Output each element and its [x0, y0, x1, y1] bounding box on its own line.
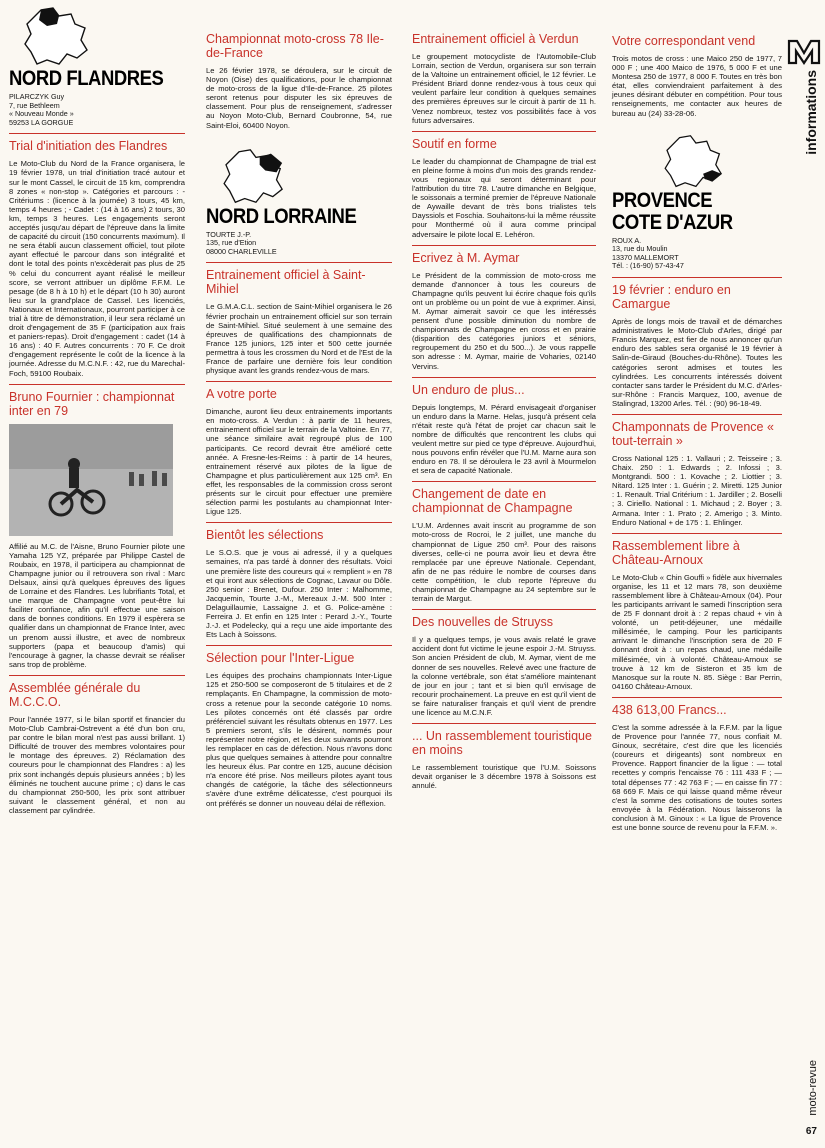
magazine-footer: moto-revue — [807, 1060, 819, 1116]
divider — [612, 414, 782, 415]
divider — [412, 377, 596, 378]
correspondent-address — [206, 231, 392, 257]
divider — [206, 522, 392, 523]
column-4 — [612, 0, 782, 836]
article-heading: Rassemblement libre à Château-Arnoux — [612, 538, 740, 567]
article-body: Depuis longtemps, M. Pérard envisageait d'organiser un enduro dans la Marne. Helas, jusqu'à présent cela n'était reste qu'à l'état de projet car chacun sait le nombre de difficultés que rencontrent les clubs qui veulent mettre sur pied ce type d'épreuve. Aujourd'hui, nous pouvons enfin révéler que l'U.M. Marne aura son enduro en 78. Il se déroulera le 23 avril à Mourmelon et sera de capacité Nationale. — [412, 402, 596, 476]
divider — [9, 384, 185, 385]
article-heading: Trial d'initiation des Flandres — [9, 139, 168, 154]
article-heading: Changement de date en championnat de Champagne — [412, 487, 573, 516]
region-title: COTE D'AZUR — [612, 210, 733, 234]
article-body: Le groupement motocycliste de l'Automobile-Club Lorrain, section de Verdun, organisera sur son terrain de la Valtoine un entrainement officiel, le 12 février. Le Président Briard donne rendez-vous à tous ceux qui veulent parfaire leur condition à quelques semaines des premières épreuves sur le circuit à partir de 11 h. Venez nombreux, testez vos possibilités face à vos futurs adversaires. — [412, 52, 596, 125]
region-map-nord-flandres — [23, 6, 93, 68]
column-1 — [9, 0, 185, 819]
article-body: Le 26 février 1978, se déroulera, sur le circuit de Noyon (Oise) des qualifications, pour le championnat de moto-cross de la ligue d'Ile-de-France. 25 pilotes seront retenus pour disputer les six épreuves de classement. Pour plus de renseignement, s'adresser au Noyon Moto-Club, Bernard Coubronne, 54, rue Saint-Eloi, 60400 Noyon. — [206, 66, 392, 130]
region-title: NORD LORRAINE — [206, 204, 357, 228]
article-heading: Champonnats de Provence « tout-terrain » — [612, 419, 774, 448]
address-line: 135, rue d'Etion — [206, 238, 257, 248]
article-heading: 19 février : enduro en Camargue — [612, 283, 731, 312]
address-line: 13370 MALLEMORT — [612, 252, 679, 262]
divider — [412, 245, 596, 246]
region-title: PROVENCE — [612, 188, 713, 212]
article-body: Après de longs mois de travail et de démarches administratives le Moto-Club d'Arles, dirigé par Francis Marquez, est fier de nous annoncer qu'un enduro des sables sera organisé le 19 février à Salin-de-Giraud (Bouches-du-Rhône). Toutes les catégories seront admises et toutes les cylindrées. Les concurrents intéressés doivent contacter sans tarder le Président du M.C. d'Arles-sur-Rhône : Francis Marquez, 100, avenue de Stalingrad, 13200 Arles. Tél. : (90) 96-18-49. — [612, 317, 782, 408]
article-heading: ... Un rassemblement touristique en moins — [412, 729, 592, 758]
divider — [612, 697, 782, 698]
divider — [412, 609, 596, 610]
article-heading: Sélection pour l'Inter-Ligue — [206, 651, 355, 666]
address-line: « Nouveau Monde » — [9, 109, 74, 119]
address-line: 13, rue du Moulin — [612, 244, 668, 254]
divider — [412, 131, 596, 132]
page-number: 67 — [805, 1126, 817, 1137]
divider — [412, 481, 596, 482]
address-line: PILARCZYK Guy — [9, 92, 65, 101]
correspondent-address — [9, 93, 185, 127]
article-heading: Bruno Fournier : championnat inter en 79 — [9, 389, 175, 418]
article-body: Le rassemblement touristique que l'U.M. Soissons devait organiser le 3 décembre 1978 à Soissons est annulé. — [412, 763, 596, 791]
article-body: Affilié au M.C. de l'Aisne, Bruno Fournier pilote une Yamaha 125 YZ, préparée par Philippe Castel de Roubaix, en 1978, il participera au championnat de Champagne junior ou il retrouvera son rival : Marc Delsaux, ainsi qu'à quelques épreuves des ligues de Lorraine et des Flandres. Les lubrifiants Total, et une marque de Champagne vont peut-être lui faciliter confiance, afin qu'il effectue une saison dans de bonnes conditions. En 1979 il espèrera se qualifier dans un championnat de France Inter, avec un prenom aussi illustre, et avec de nombreux supporters (papa et beaucoup d'amis) qui l'encourage à gagner, la chasse devrait se réaliser sans trop de problème. — [9, 541, 185, 669]
motocross-photo — [9, 424, 173, 536]
article-heading: Un enduro de plus... — [412, 382, 525, 397]
article-heading: Entrainement officiel à Verdun — [412, 32, 579, 46]
divider — [206, 262, 392, 263]
address-line: ROUX A. — [612, 235, 642, 245]
region-title: NORD FLANDRES — [9, 67, 164, 90]
article-body: Dimanche, auront lieu deux entrainements importants en moto-cross. A Verdun : à partir de 11 heures, entrainement officiel sur le terrain de la Valtoine. En 77, une séance similaire avait regroupé plus de 100 participants. Ce record devrait être amélioré cette année. A Fresne-les-Reims : à partir de 14 heures, entrainement réservé aux pilotes de la ligue de Champagne et plus particulièrement aux 125 cm³. En effet, les responsables de la commission cross seront présents sur le circuit pour effectuer une première sélection parmi les postulants au championnat Inter-Ligue 125. — [206, 407, 392, 517]
divider — [612, 533, 782, 534]
address-line: 7, rue Bethleem — [9, 100, 60, 110]
address-line: Tél. : (16-90) 57-43-47 — [612, 261, 684, 271]
article-body: Pour l'année 1977, si le bilan sportif et financier du Moto-Club Cambrai-Ostrevent a été d'un bon cru, par contre le bilan moral n'est pas aussi brillant. 1) Difficulté de trouver des membres volontaires pour le montage des épreuves. 2) Réclamation des coureurs pour le championnat des Flandres : a) les prix sont inchangés depuis plusieurs années ; b) les éliminés ne touchent aucune prime ; c) dans le cas du championnat 250-500, les prix sont attribuer suivant le classement général, et non au classement par cylindrée. — [9, 714, 185, 815]
article-body: Le G.M.A.C.L. section de Saint-Mihiel organisera le 26 février prochain un entrainement officiel sur son terrain de Saint-Mihiel. Situé seulement à une semaine des épreuves de qualifications des championnats de France 125 juniors, 125 inter et 500 cette journée permettra à tous les crossmen du Nord et de l'Est de la France de parfaire une dernière fois leur condition physique avant les grands rendez-vous de mars. — [206, 302, 392, 376]
divider — [612, 277, 782, 278]
article-body: Les équipes des prochains championnats Inter-Ligue 125 et 250-500 se composeront de 5 titulaires et de 2 remplaçants. En Champagne, la commission de moto-cross a retenue pour la seconde catégorie 10 noms. Les pilotes concernés ont été classés par ordre préférenciel suivant les résultats obtenus en 1977. Les 5 premiers seront, s'ils le désirent, nommés pour représenter notre région, et les deux suivants pourront les remplacer en cas de défection. Nous n'avons donc plus que quelques semaines à attendre pour connaître les heureux élus. Par contre en 125, aucune décision n'a encore été prise. Nos meilleurs pilotes ayant tous changés de catégorie, la tâche des sélectionneurs s'avère d'une extrême délicatesse, c'est pourquoi ils ont préférés se donner un nouveau délai de réflexion. — [206, 671, 392, 808]
article-body: Le S.O.S. que je vous ai adressé, il y a quelques semaines, n'a pas tardé à donner des résultats. Voici une première liste des coureurs qui « remplient » en 78 et qui iront aux sélections de Cognac, Lavaur ou Dôle. 250 senior : Brenet, Dufour. 250 Inter : Malhomme, Jacquemin, Tourte J.-M., Mereaux J.-M. 500 Inter : Delaguillaumie, Lassaigne J. et G. Police-amène : Ferreira J. Et enfin en 125 Inter : Perard J.-Y., Tourte J.-J. et Podelecky, qui a reçu une aide importante des Ets Lach à Soissons. — [206, 548, 392, 640]
article-body: L'U.M. Ardennes avait inscrit au programme de son moto-cross de Rocroi, le 2 juillet, une manche du championnat de Ligue 250 cm³. Pour des raisons diverses, celle-ci ne pourra avoir lieu et devra être remplacée par une épreuve Nationale. Cependant, afin de ne pas réduire le nombre de courses dans cette compétition, le club reporte l'épreuve du championnat de Champagne au 24 septembre sur le terrain de Margut. — [412, 521, 596, 604]
article-heading: 438 613,00 Francs... — [612, 702, 727, 717]
article-heading: Des nouvelles de Struyss — [412, 615, 554, 630]
section-label: informations — [803, 70, 819, 155]
article-body: C'est la somme adressée à la F.F.M. par la ligue de Provence pour l'année 77, nous confiait M. Ginoux, secrétaire, c'est dire que les licenciés (coureurs et dirigeants) sont nombreux en Provence. Rapport financier de la ligue : — total recettes y compris l'encaisse 76 : 111 433 F ; — total dépenses 77 : 42 763 F ; — en caisse fin 77 : 68 669 F. Mais ce qui laisse quand même rêveur c'est la somme des cotisations de toutes sortes envoyée à la Fédération. Nous laisserons la conclusion à M. Ginoux : « La ligue de Provence est une bonne source de revenu pour la F.F.M. ». — [612, 722, 782, 832]
address-line: 08000 CHARLEVILLE — [206, 246, 277, 256]
article-body: Le Moto-Club du Nord de la France organisera, le 19 février 1978, un trial d'initiation tracé autour et sur le mont Cassel, le circuit de 15 km, comprendra 8 zones « non-stop ». Catégories et parcours : - Critériums : (licence à la journée) 3 tours, 45 km, temps 4 heures ; - Cadet : (14 à 16 ans) 2 tours, 30 km, temps 3 heures. Les engagements seront acceptés jusqu'au départ de l'épreuve dans la limite de capacité du circuit (150 concurrents maximum). Il ne sera établi aucun classement officiel, tout pilote ayant effectué le parcour dans son intégralité et dont le total des points n'excèderait pas plus de 25 % celui du concurrent ayant réalisé le meilleur score, se verront attribuer un diplôme F.F.M. Le pesage (de 8 h à 10 h) et le départ (10 h 30) auront lieu sur la grand'place de Cassel. Les licenciés, Nationaux et Internationaux, pourront participer à ce trial à titre de démonstration, il leur sera réclamé un droit d'engagement de 35 F (participation aux frais et paniers-repas). Droit d'engagement : cadet (14 à 16 ans) : 40 F. Autres concurrents : 70 F. Ce droit d'engagement représente le coût de la licence à la journée. Adresse du M.C.N.F. : 42, rue du Marechal-Foch, 59100 Roubaix. — [9, 159, 185, 378]
divider — [412, 723, 596, 724]
article-body: Le Président de la commission de moto-cross me demande d'annoncer à tous les coureurs de Champagne qu'ils peuvent lui écrire chaque fois qu'ils ont un problème ou un point de vue à exprimer. Ainsi, M. Aymar aimerait savoir ce que les intéressés pensent d'une possible diminution du nombre de championnats de Champagne en cross et en prairie (disparition des catégories juniors et séniors, regroupement du 250 et du 500...). Je vous rappelle son adresse : M. Aymar, mairie de Voharies, 02140 Vervins. — [412, 270, 596, 371]
article-heading: Ecrivez à M. Aymar — [412, 250, 520, 265]
article-heading: Soutif en forme — [412, 136, 497, 151]
divider — [9, 133, 185, 134]
address-line: TOURTE J.-P. — [206, 229, 252, 239]
region-map-nord-lorraine — [220, 148, 290, 206]
article-body: Le leader du championnat de Champagne de trial est en pleine forme à moins d'un mois des grands rendez-vous regionaux qui seront déterminant pour l'attribution du titre 78. L'autre dimanche en Belgique, le soissonais a terminé premier de l'épreuve Nationale de Aywaille devant de très bons trialistes tels Dayssiols et Foschia. Souhaitons-lui la même réussite pour Monthermé où il aura comme principal adversaire le pilote local E. Lehéron. — [412, 156, 596, 239]
column-2 — [206, 0, 392, 812]
column-3 — [412, 0, 596, 794]
article-heading: Votre correspondant vend — [612, 34, 756, 48]
divider — [9, 675, 185, 676]
address-line: 59253 LA GORGUE — [9, 117, 74, 127]
moto-revue-logo-icon — [787, 35, 821, 65]
article-body: Trois motos de cross : une Maico 250 de 1977, 7 000 F ; une 400 Maico de 1976, 5 000 F et une Montesa 250 de 1977, 8 000 F. Toutes en très bon état, elles conviendraient parfaitement à des jeunes désirant débuter en compétition. Pour tous renseignements, me contacter aux heures de bureau au (24) 33-28-06. — [612, 54, 782, 118]
article-heading: Entrainement officiel à Saint-Mihiel — [206, 268, 366, 297]
correspondent-address — [612, 237, 782, 271]
article-heading: Championnat moto-cross 78 Ile-de-France — [206, 32, 384, 60]
article-heading: Bientôt les sélections — [206, 528, 324, 543]
divider — [206, 381, 392, 382]
divider — [206, 645, 392, 646]
article-body: Cross National 125 : 1. Vallauri ; 2. Teisseire ; 3. Chaix. 250 : 1. Edwards ; 2. Infossi ; 3. Montgrandi. 500 : 1. Kovache ; 2. Liottier ; 3. Nitard. 125 Inter : 1. Guérin ; 2. Miretti. 125 Junior : 1. Renault. Trial Critérium : 1. Jardiller ; 2. Boselli ; 3. Ciriello. National : 1. Michaud ; 2. Boyer ; 3. Armana. Inter : 1. Prato ; 2. Amerigo ; 3. Minto. Enduro National + de 175 : 1. Ehlinger. — [612, 453, 782, 527]
article-body: Le Moto-Club « Chin Gouffi » fidèle aux hivernales organise, les 11 et 12 mars 78, son deuxième rassemblement libre à Château-Arnoux (04). Pour les participants arrivant le samedi l'inscription sera de 25 F donnant droit à : 2 repas chaud + vin à volonté, un petit-déjeuner, une médaille millésimée, le camping. Pour les participants arrivant le dimanche l'inscription sera de 20 F donnant droit à : un repas chaud, une médaille millésimée, vin à volonté. Château-Arnoux se trouve à 12 km de Sisteron et 35 km de Manosque sur la route N. 85. Siège : Bar Perrin, 04160 Château-Arnoux. — [612, 572, 782, 691]
region-map-provence — [662, 134, 728, 190]
article-heading: A votre porte — [206, 387, 277, 402]
article-heading: Assemblée générale du M.C.C.O. — [9, 680, 141, 709]
article-body: Il y a quelques temps, je vous avais relaté le grave accident dont fut victime le jeune espoir J.-M. Struyss. Son ancien Président de club, M. Aymar, vient de me donner de ses nouvelles. Relevé avec une fracture de la colonne vertébrale, son état s'améliore maintenant de jour en jour ; tant et si bien qu'il envisage de recourir prochainement. La preuve en est qu'il vient de se faire naturaliser français et qu'il vient de prendre une licence au M.C.N.F. — [412, 635, 596, 717]
